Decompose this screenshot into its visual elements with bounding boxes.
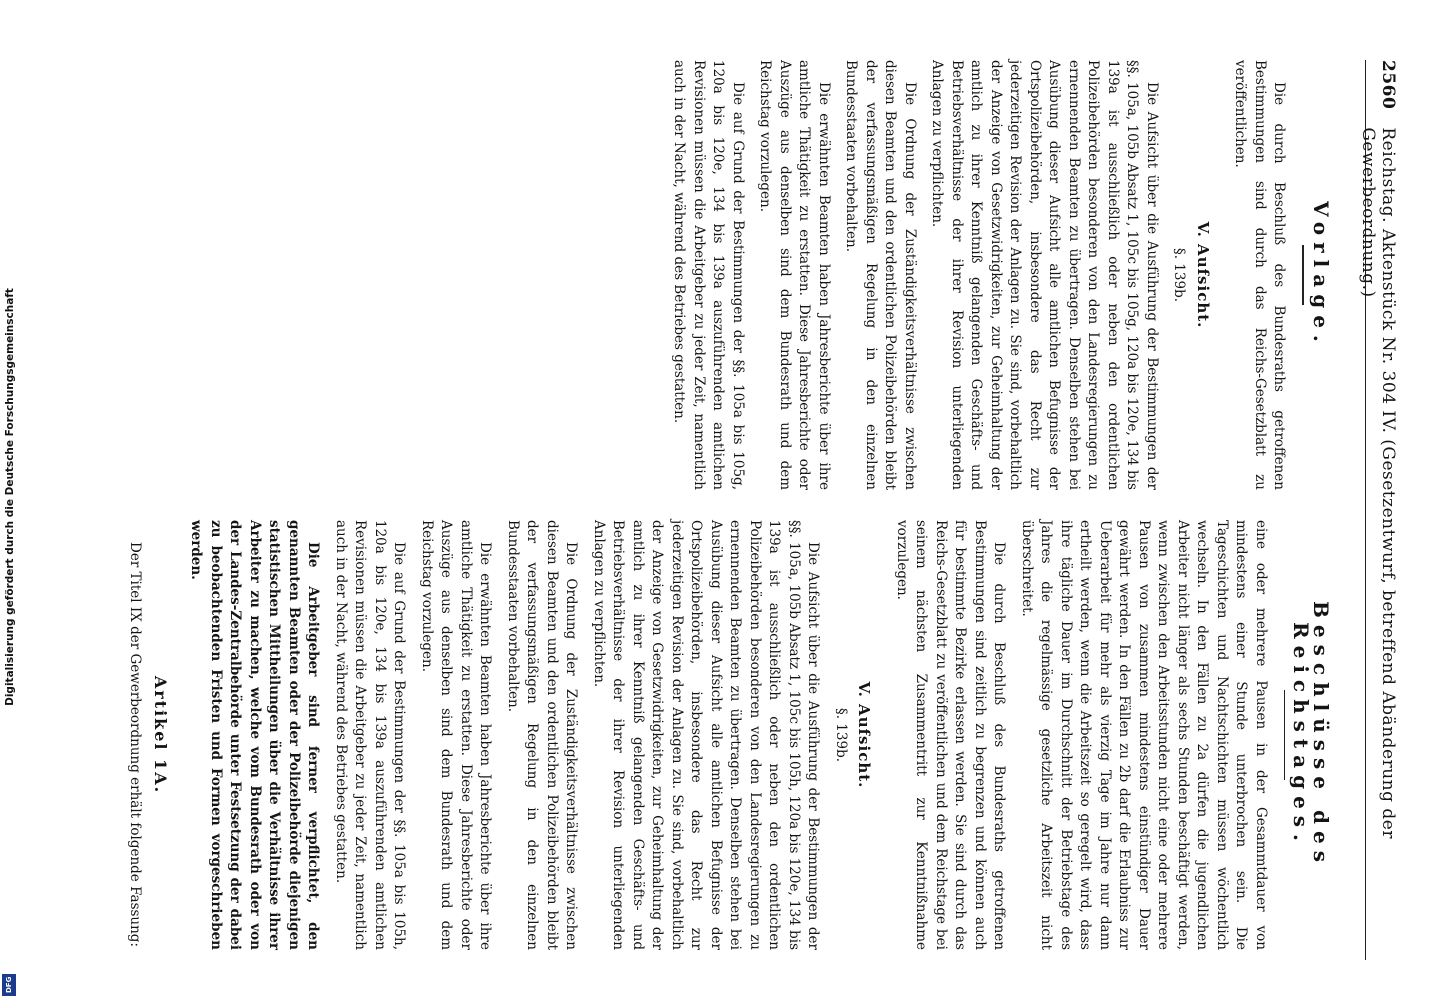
left-paragraph-1: Die Aufsicht über die Ausführung der Bestimmungen der §§. 105a, 105b Absatz 1, 105c bis 105g, 120a bis 120e, 134 bis 139a ist ausschließlich oder neben den ordentlichen Polizeibehörden besonderen von den Landesregierungen zu ernennenden Beamten zu übertragen. Denselben stehen bei Ausübung dieser Aufsicht alle amtlichen Befugnisse der Ortspolizeibehörden, insbesondere das Recht zur jederzeitigen Revision der Anlagen zu. Sie sind, vorbehaltlich der Anzeige von Gesetzwidrigkeiten, zur Geheimhaltung der amtlich zu ihrer Kenntniß gelangenden Geschäfts- und Betriebsverhältnisse der ihrer Revision unterliegenden Anlagen zu verpflichten. [929, 60, 1160, 490]
left-paragraph-number: §. 139b. [1171, 247, 1188, 303]
heading-rule [1284, 690, 1285, 780]
right-column-heading: Beschlüsse des Reichstages. [1289, 601, 1333, 869]
right-paragraph-0: eine oder mehrere Pausen in der Gesammtdauer von mindestens einer Stunde unterbrochen sein. Die Tageschichten und Nachtschichten müssen wöchentlich wechseln. In den Fällen zu 2a dürfen die jugendlichen Arbeiter nicht länger als sechs Stunden beschäftigt werden, wenn zwischen den Arbeitsstunden nicht eine oder mehrere Pausen von zusammen mindestens einstündiger Dauer gewährt werden. In den Fällen zu 2b darf die Erlaubniss zur Ueberarbeit für mehr als vierzig Tage im Jahre nur dann ertheilt werden, wenn die Arbeitszeit so geregelt wird, dass ihre tägliche Dauer im Durchschnitt der Betriebstage des Jahres die regelmässige gesetzliche Arbeitszeit nicht überschreitet. [1019, 520, 1269, 950]
left-section-title: V. Aufsicht. [1194, 221, 1212, 329]
right-paragraph-7: Der Titel IX der Gewerbeordnung erhält folgende Fassung: [127, 542, 144, 947]
right-column [117, 520, 1348, 950]
credit-text: Digitalisierung gefördert durch die Deutsche Forschungsgemeinschaft [4, 287, 16, 706]
page-header [1358, 60, 1398, 960]
left-intro: Die durch Beschluß des Bundesraths getroffenen Bestimmungen sind durch das Reichs-Gesetzblatt zu veröffentlichen. [1232, 60, 1288, 490]
left-column [661, 60, 1348, 490]
article-heading: Artikel 1A. [151, 675, 170, 795]
right-paragraph-number: §. 139b. [833, 707, 849, 763]
right-paragraph-2: Die Aufsicht über die Ausführung der Bestimmungen der §§. 105a, 105b Absatz 1, 105c bis 105h, 120a bis 120e, 134 bis 139a ist ausschließlich oder neben den ordentlichen Polizeibehörden besonderen von den Landesregierungen zu ernennenden Beamten zu übertragen. Denselben stehen bei Ausübung dieser Aufsicht alle amtlichen Befugnisse der Ortspolizeibehörden, insbesondere das Recht zur jederzeitigen Revision der Anlagen zu. Sie sind, vorbehaltlich der Anzeige von Gesetzwidrigkeiten, zur Geheimhaltung der amtlich zu ihrer Kenntniß gelangenden Geschäfts- und Betriebsverhältnisse der ihrer Revision unterliegenden Anlagen zu verpflichten. [591, 520, 822, 950]
right-paragraph-5: Die auf Grund der Bestimmungen der §§. 105a bis 105h, 120a bis 120e, 134 bis 139a auszuführenden amtlichen Revisionen müssen die Arbeitgeber zu jeder Zeit, namentlich auch in der Nacht, während des Betriebes gestatten. [333, 520, 408, 950]
right-paragraph-4: Die erwähnten Beamten haben Jahresberichte über ihre amtliche Thätigkeit zu erstatten. Diese Jahresberichte oder Auszüge aus denselben sind dem Bundesrath und dem Reichstag vorzulegen. [419, 520, 494, 950]
left-paragraph-3: Die erwähnten Beamten haben Jahresberichte über ihre amtliche Thätigkeit zu erstatten. Diese Jahresberichte oder Auszüge aus denselben sind dem Bundesrath und dem Reichstag vorzulegen. [757, 60, 832, 490]
right-paragraph-6: Die Arbeitgeber sind ferner verpflichtet, den genannten Beamten oder der Polizeibehörde diejenigen statistischen Mittheilungen über die Verhältnisse ihrer Arbeiter zu machen, welche vom Bundesrath oder von der Landes-Zentralbehörde unter Festsetzung der dabei zu beobachtenden Fristen und Formen vorgeschrieben werden. [188, 520, 322, 950]
left-column-heading: Vorlage. [1309, 201, 1333, 349]
page-title: Reichstag. Aktenstück Nr. 304 IV. (Gesetzentwurf, betreffend Abänderung der Gewerbeordnung.) [1358, 127, 1398, 839]
digitization-credit [1, 0, 19, 994]
right-paragraph-1: Die durch Beschluß des Bundesraths getroffenen Bestimmungen sind zeitlich zu begrenzen und können auch für bestimmte Bezirke erlassen werden. Sie sind durch das Reichs-Gesetzblatt zu veröffentlichen und dem Reichstage bei seinem nächsten Zusammentritt zur Kenntnißnahme vorzulegen. [894, 520, 1008, 950]
left-paragraph-4: Die auf Grund der Bestimmungen der §§. 105a bis 105g, 120a bis 120e, 134 bis 139a auszuführenden amtlichen Revisionen müssen die Arbeitgeber zu jeder Zeit, namentlich auch in der Nacht, während des Betriebes gestatten. [671, 60, 746, 490]
right-paragraph-3: Die Ordnung der Zuständigkeitsverhältnisse zwischen diesen Beamten und den ordentlichen Polizeibehörden bleibt der verfassungsmäßigen Regelung in den einzelnen Bundesstaaten vorbehalten. [505, 520, 580, 950]
page-number: 2560 [1378, 60, 1398, 110]
left-paragraph-2: Die Ordnung der Zuständigkeitsverhältnisse zwischen diesen Beamten und den ordentlichen Polizeibehörden bleibt der verfassungsmäßigen Regelung in den einzelnen Bundesstaaten vorbehalten. [843, 60, 918, 490]
right-section-title: V. Aufsicht. [855, 681, 874, 789]
heading-rule [1303, 245, 1305, 305]
dfg-logo: DFG [2, 974, 16, 996]
